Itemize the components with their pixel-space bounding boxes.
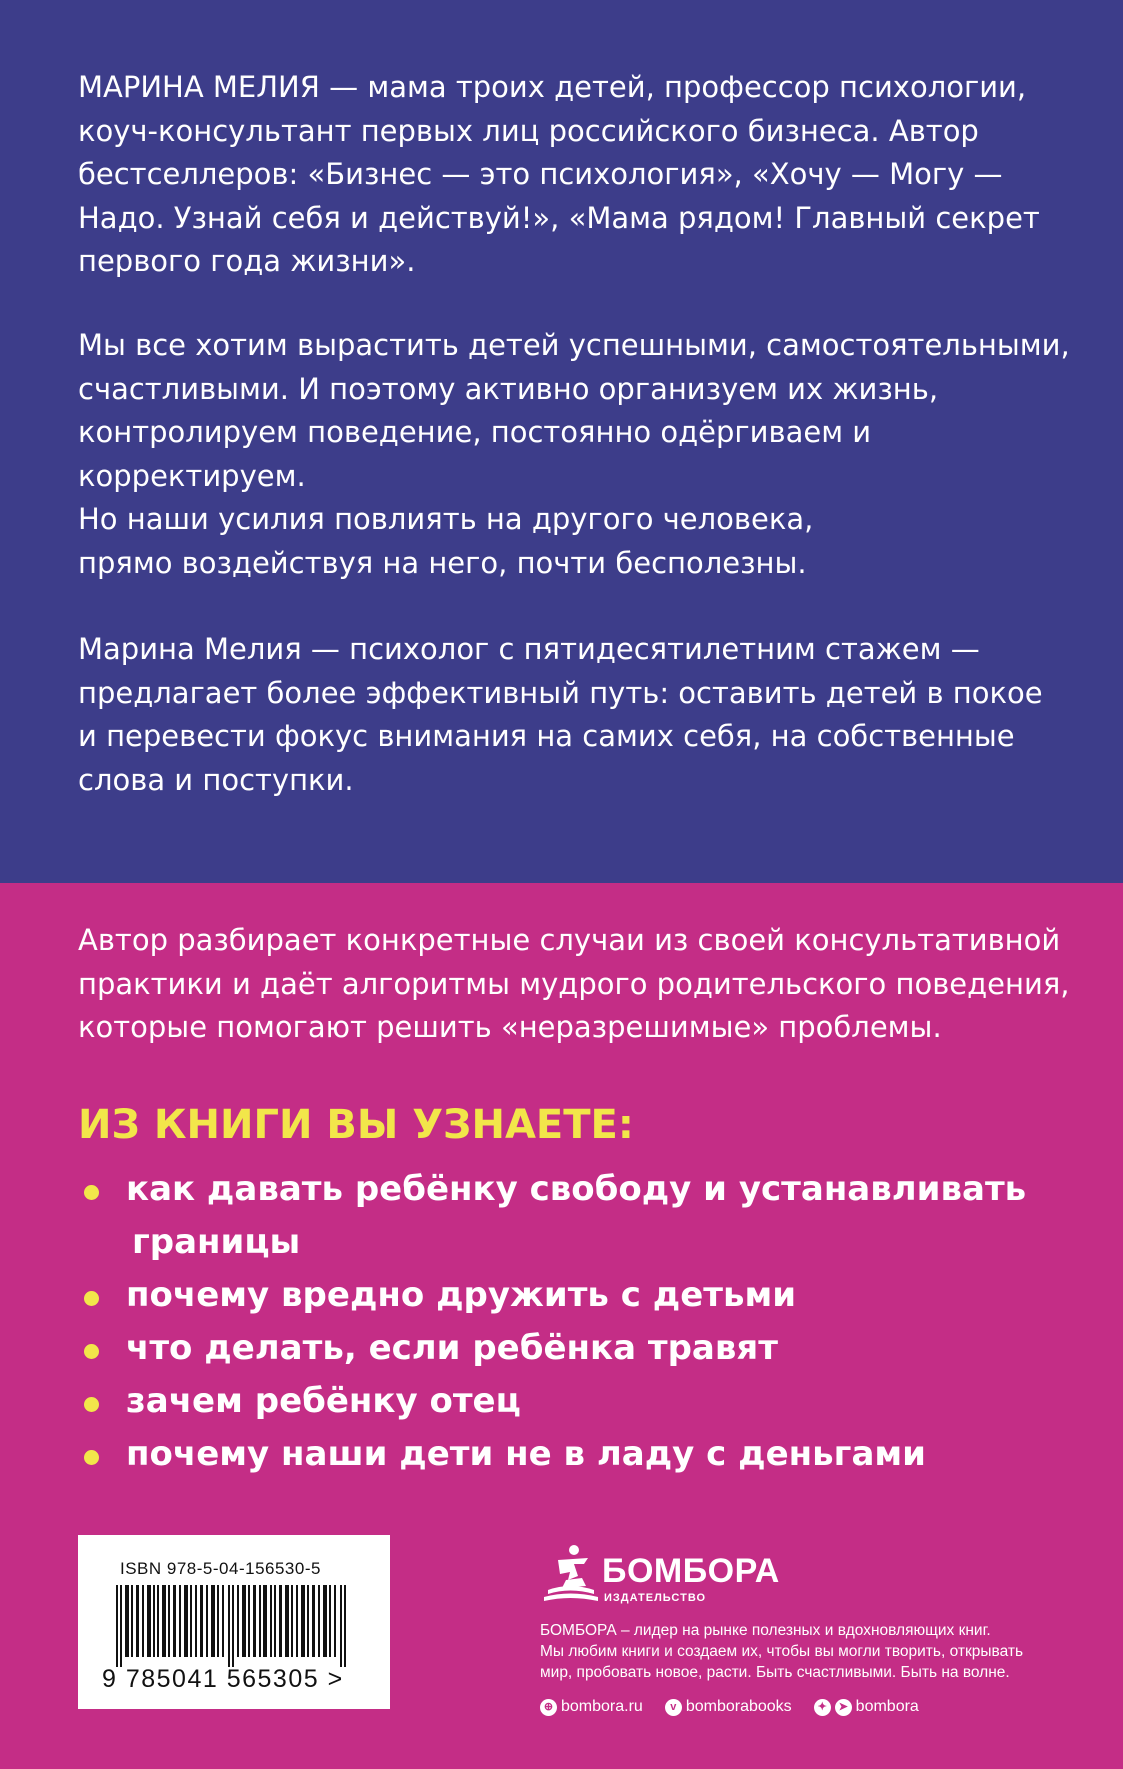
author-bio-paragraph: [78, 66, 1088, 284]
learn-heading: ИЗ КНИГИ ВЫ УЗНАЕТЕ:: [78, 1102, 634, 1148]
list-item: [78, 1375, 1078, 1428]
globe-icon: ⊕: [540, 1699, 557, 1716]
text-line: коуч-консультант первых лиц российского бизнеса. Автор: [78, 113, 979, 148]
text-line: практики и даёт алгоритмы мудрого родительского поведения,: [78, 966, 1070, 1001]
bullet-text: границы: [132, 1222, 301, 1262]
bullet-dot-icon: [84, 1397, 99, 1412]
top-section: [0, 0, 1123, 883]
barcode-digits: 9 785041 565305 >: [102, 1665, 344, 1693]
social-site[interactable]: [540, 1698, 643, 1716]
bullet-dot-icon: [84, 1450, 99, 1465]
text-line: и перевести фокус внимания на самих себя, на собственные: [78, 719, 1015, 753]
text-line: Мы все хотим вырастить детей успешными, самостоятельными,: [78, 328, 1070, 362]
publisher-brand: БОМБОРА: [602, 1552, 780, 1590]
bullet-text: как давать ребёнку свободу и устанавливать: [126, 1169, 1027, 1209]
social-other-label: bombora: [855, 1698, 919, 1715]
text-line: Но наши усилия повлиять на другого человека,: [78, 502, 814, 536]
text-line: Автор разбирает конкретные случаи из своей консультативной: [78, 923, 1061, 957]
publisher-tagline: [540, 1620, 1080, 1683]
list-item: [78, 1269, 1078, 1322]
summary-paragraph: [78, 919, 1088, 1050]
text-line: корректируем.: [78, 458, 306, 493]
barcode-icon: [116, 1585, 356, 1667]
bullet-text: что делать, если ребёнка травят: [126, 1328, 778, 1368]
approach-paragraph: [78, 628, 1088, 802]
publisher-subtitle: ИЗДАТЕЛЬСТВО: [604, 1592, 707, 1604]
tagline-line: мир, пробовать новое, расти. Быть счастливыми. Быть на волне.: [540, 1664, 1010, 1681]
text-line: которые помогают решить «неразрешимые» проблемы.: [78, 1010, 942, 1044]
bullet-text: почему вредно дружить с детьми: [126, 1275, 797, 1315]
isbn-label: ISBN 978-5-04-156530-5: [120, 1559, 321, 1578]
text-line: первого года жизни».: [78, 244, 416, 278]
text-line: бестселлеров: «Бизнес — это психология», «Хочу — Могу —: [78, 157, 1003, 191]
sparkle-icon: ✦: [814, 1699, 831, 1716]
list-item: [78, 1322, 1078, 1375]
social-other[interactable]: [814, 1698, 919, 1716]
text-line: слова и поступки.: [78, 762, 354, 797]
bullet-list: [78, 1163, 1078, 1481]
list-item: [78, 1163, 1078, 1269]
bombora-logo-icon: [540, 1540, 600, 1610]
text-line: прямо воздействуя на него, почти бесполезны.: [78, 545, 807, 580]
bullet-dot-icon: [84, 1344, 99, 1359]
bullet-text: почему наши дети не в ладу с деньгами: [126, 1434, 926, 1474]
text-line: Надо. Узнай себя и действуй!», «Мама рядом! Главный секрет: [78, 200, 1040, 235]
intro-paragraph: [78, 324, 1088, 585]
telegram-icon: ➤: [835, 1699, 852, 1716]
social-vk-label: bomborabooks: [685, 1698, 792, 1715]
vk-icon: v: [665, 1699, 682, 1716]
barcode-panel: [78, 1535, 390, 1709]
text-line: предлагает более эффективный путь: оставить детей в покое: [78, 675, 1043, 710]
text-line: Марина Мелия — психолог с пятидесятилетним стажем —: [78, 632, 980, 666]
bullet-dot-icon: [84, 1185, 99, 1200]
social-site-label: bombora.ru: [561, 1698, 643, 1715]
text-line: счастливыми. И поэтому активно организуем их жизнь,: [78, 371, 939, 406]
social-links: [540, 1698, 941, 1716]
text-line: МАРИНА МЕЛИЯ — мама троих детей, профессор психологии,: [78, 70, 1027, 104]
bullet-dot-icon: [84, 1291, 99, 1306]
text-line: контролируем поведение, постоянно одёргиваем и: [78, 415, 872, 449]
bullet-text: зачем ребёнку отец: [126, 1381, 521, 1421]
list-item: [78, 1428, 1078, 1481]
tagline-line: БОМБОРА – лидер на рынке полезных и вдохновляющих книг.: [540, 1622, 991, 1639]
social-vk[interactable]: [665, 1698, 792, 1716]
tagline-line: Мы любим книги и создаем их, чтобы вы могли творить, открывать: [540, 1643, 1024, 1660]
